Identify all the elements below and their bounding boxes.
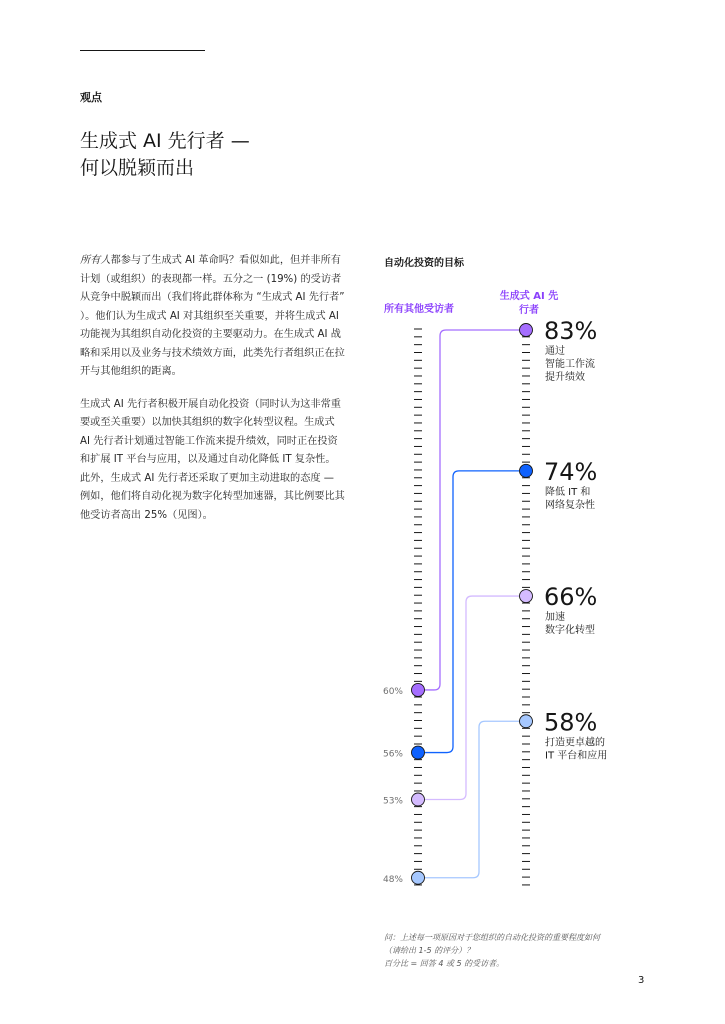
series-connector-2: [425, 471, 519, 753]
title-line-2: 何以脱颖而出: [80, 157, 195, 179]
leaders-value-label: 58%: [544, 708, 598, 737]
others-point-3: [412, 793, 425, 806]
legend-others: 所有其他受访者: [384, 304, 454, 315]
category-label: 降低 IT 和: [545, 486, 591, 498]
footnote-line-2: （请给出 1-5 的评分）？: [384, 946, 475, 955]
paragraph-2: 生成式 AI 先行者积极开展自动化投资（同时认为这非常重要或至关重要）以加快其组织的数字化转型议程。生成式 AI 先行者计划通过智能工作流来提升绩效，同时正在投资和扩展 IT 平台与应用，以及通过自动化降低 IT 复杂性。此外，生成式 AI 先行者还采取了更加主动进取的态度 — 例如，他们将自动化视为数字化转型加速器，其比例要比其他受访者高出 25%（见图）。: [80, 398, 345, 521]
legend-leaders: 生成式 AI 先行者: [499, 291, 559, 316]
page-number: 3: [638, 975, 645, 986]
others-point-2: [412, 746, 425, 759]
chart-title: 自动化投资的目标: [384, 258, 464, 269]
category-label: 智能工作流: [545, 359, 595, 370]
section-label: 观点: [80, 91, 102, 104]
footnote-line-1: 问：上述每一项原因对于您组织的自动化投资的重要程度如何: [384, 933, 600, 942]
others-point-4: [412, 871, 425, 884]
others-value-label: 53%: [382, 796, 403, 807]
footnote: [384, 931, 664, 970]
others-value-label: 48%: [382, 874, 403, 885]
leaders-value-label: 66%: [544, 583, 598, 612]
title-line-1: 生成式 AI 先行者 —: [80, 130, 250, 152]
footnote-line-3: 百分比 = 回答 4 或 5 的受访者。: [384, 959, 505, 968]
leaders-point-1: [520, 324, 533, 337]
category-label: 加速: [545, 612, 565, 624]
category-label: 网络复杂性: [545, 499, 595, 511]
others-value-label: 56%: [382, 749, 403, 760]
leaders-point-4: [520, 715, 533, 728]
paragraph-1-emphasis: 所有人: [80, 255, 111, 266]
others-value-label: 60%: [382, 686, 403, 697]
series-connector-3: [425, 596, 519, 799]
series-connector-1: [425, 330, 519, 690]
leaders-point-3: [520, 590, 533, 603]
category-label: 提升绩效: [545, 372, 585, 383]
category-label: 通过: [545, 346, 565, 357]
category-label: 打造更卓越的: [545, 737, 605, 749]
others-point-1: [412, 683, 425, 696]
leaders-point-2: [520, 464, 533, 477]
leaders-value-label: 83%: [544, 317, 598, 345]
leaders-value-label: 74%: [544, 457, 598, 486]
category-label: 数字化转型: [545, 625, 595, 637]
category-label: IT 平台和应用: [545, 750, 608, 762]
paragraph-1-text: 都参与了生成式 AI 革命吗？看似如此，但并非所有计划（或组织）的表现都一样。五分之一 (19%) 的受访者从竞争中脱颖而出（我们将此群体称为 “生成式 AI 先行者” ）。他们认为生成式 AI 对其组织至关重要，并将生成式 AI 功能视为其组织自动化投资的主要驱动力。在生成式 AI 战略和采用以及业务与技术绩效方面，此类先行者组织正在拉开与其他组织的距离。: [80, 255, 345, 377]
